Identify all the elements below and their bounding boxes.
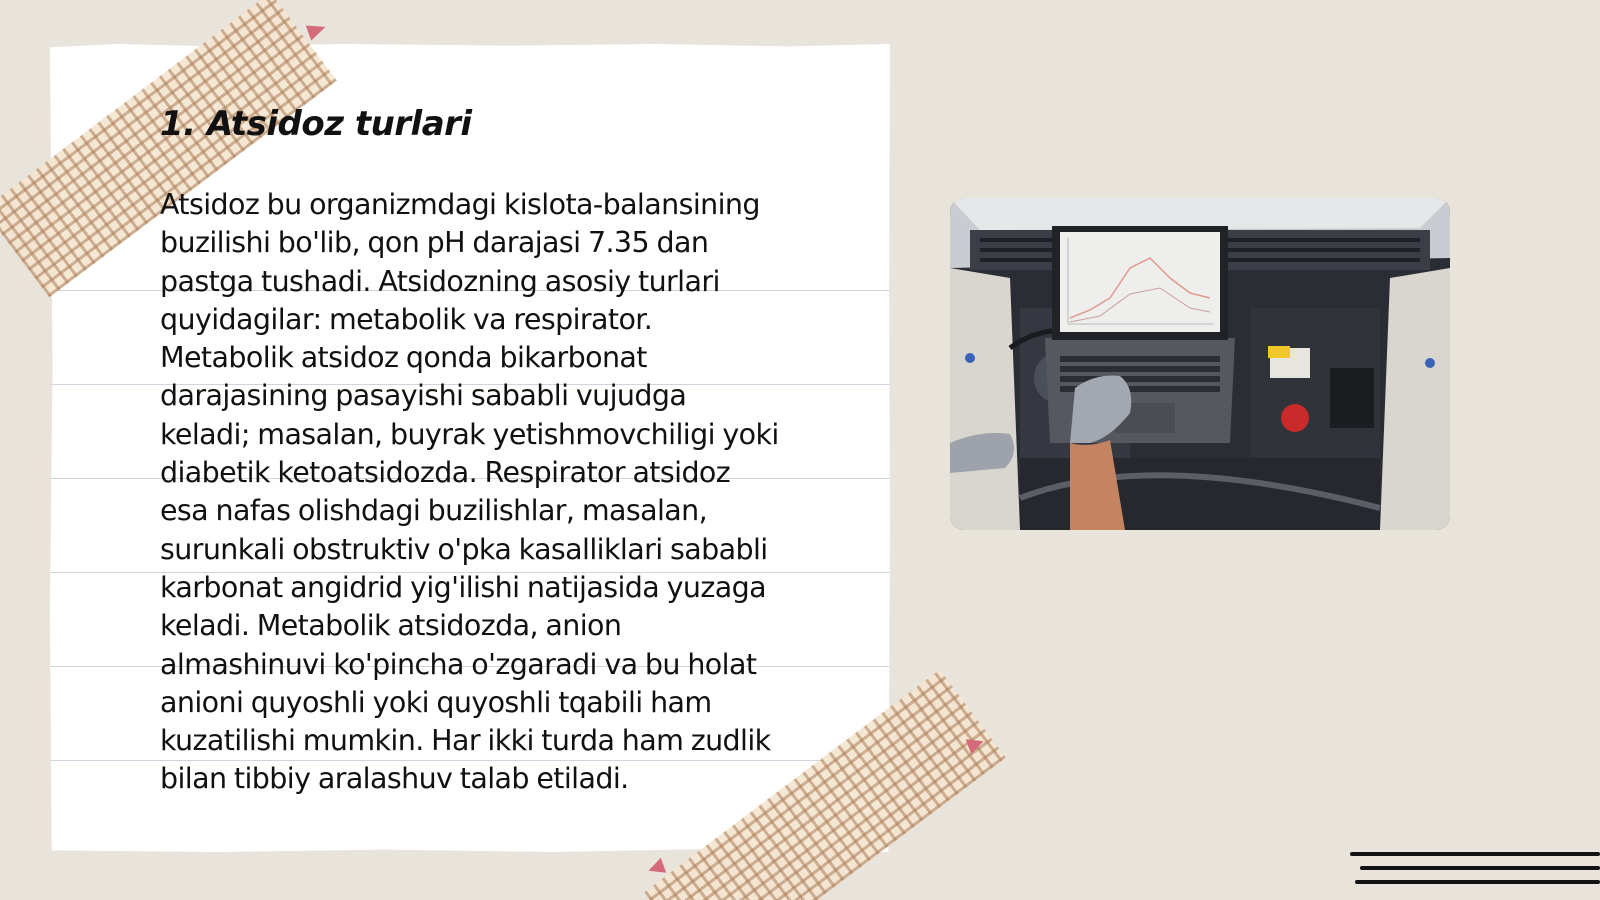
body-line: esa nafas olishdagi buzilishlar, masalan,: [160, 494, 708, 528]
decorative-stroke: [1355, 880, 1600, 884]
body-line: buzilishi bo'lib, qon pH darajasi 7.35 dan: [160, 226, 709, 260]
decorative-stroke: [1350, 852, 1600, 856]
slide-title: 1. Atsidoz turlari: [160, 104, 472, 144]
body-line: bilan tibbiy aralashuv talab etiladi.: [160, 762, 629, 796]
tape-tip: [306, 19, 328, 40]
tape-tip: [646, 858, 667, 879]
body-line: Metabolik atsidoz qonda bikarbonat: [160, 341, 647, 375]
body-line: pastga tushadi. Atsidozning asosiy turlari: [160, 264, 720, 298]
body-line: karbonat angidrid yig'ilishi natijasida yuzaga: [160, 570, 766, 604]
body-line: diabetik ketoatsidozda. Respirator atsidoz: [160, 456, 731, 490]
body-line: almashinuvi ko'pincha o'zgaradi va bu holat: [160, 647, 757, 681]
body-line: kuzatilishi mumkin. Har ikki turda ham zudlik: [160, 724, 771, 758]
body-line: keladi; masalan, buyrak yetishmovchiligi yoki: [160, 417, 779, 451]
body-line: anioni quyoshli yoki quyoshli tqabili ham: [160, 685, 712, 719]
decorative-stroke: [1360, 866, 1600, 870]
body-line: keladi. Metabolik atsidozda, anion: [160, 609, 622, 643]
body-line: Atsidoz bu organizmdagi kislota-balansining: [160, 188, 760, 221]
body-line: darajasining pasayishi sababli vujudga: [160, 379, 687, 413]
body-line: surunkali obstruktiv o'pka kasalliklari sababli: [160, 532, 768, 566]
slide-body-text: [160, 186, 850, 799]
body-line: quyidagilar: metabolik va respirator.: [160, 302, 653, 336]
laptop-engine-photo: [950, 198, 1450, 530]
